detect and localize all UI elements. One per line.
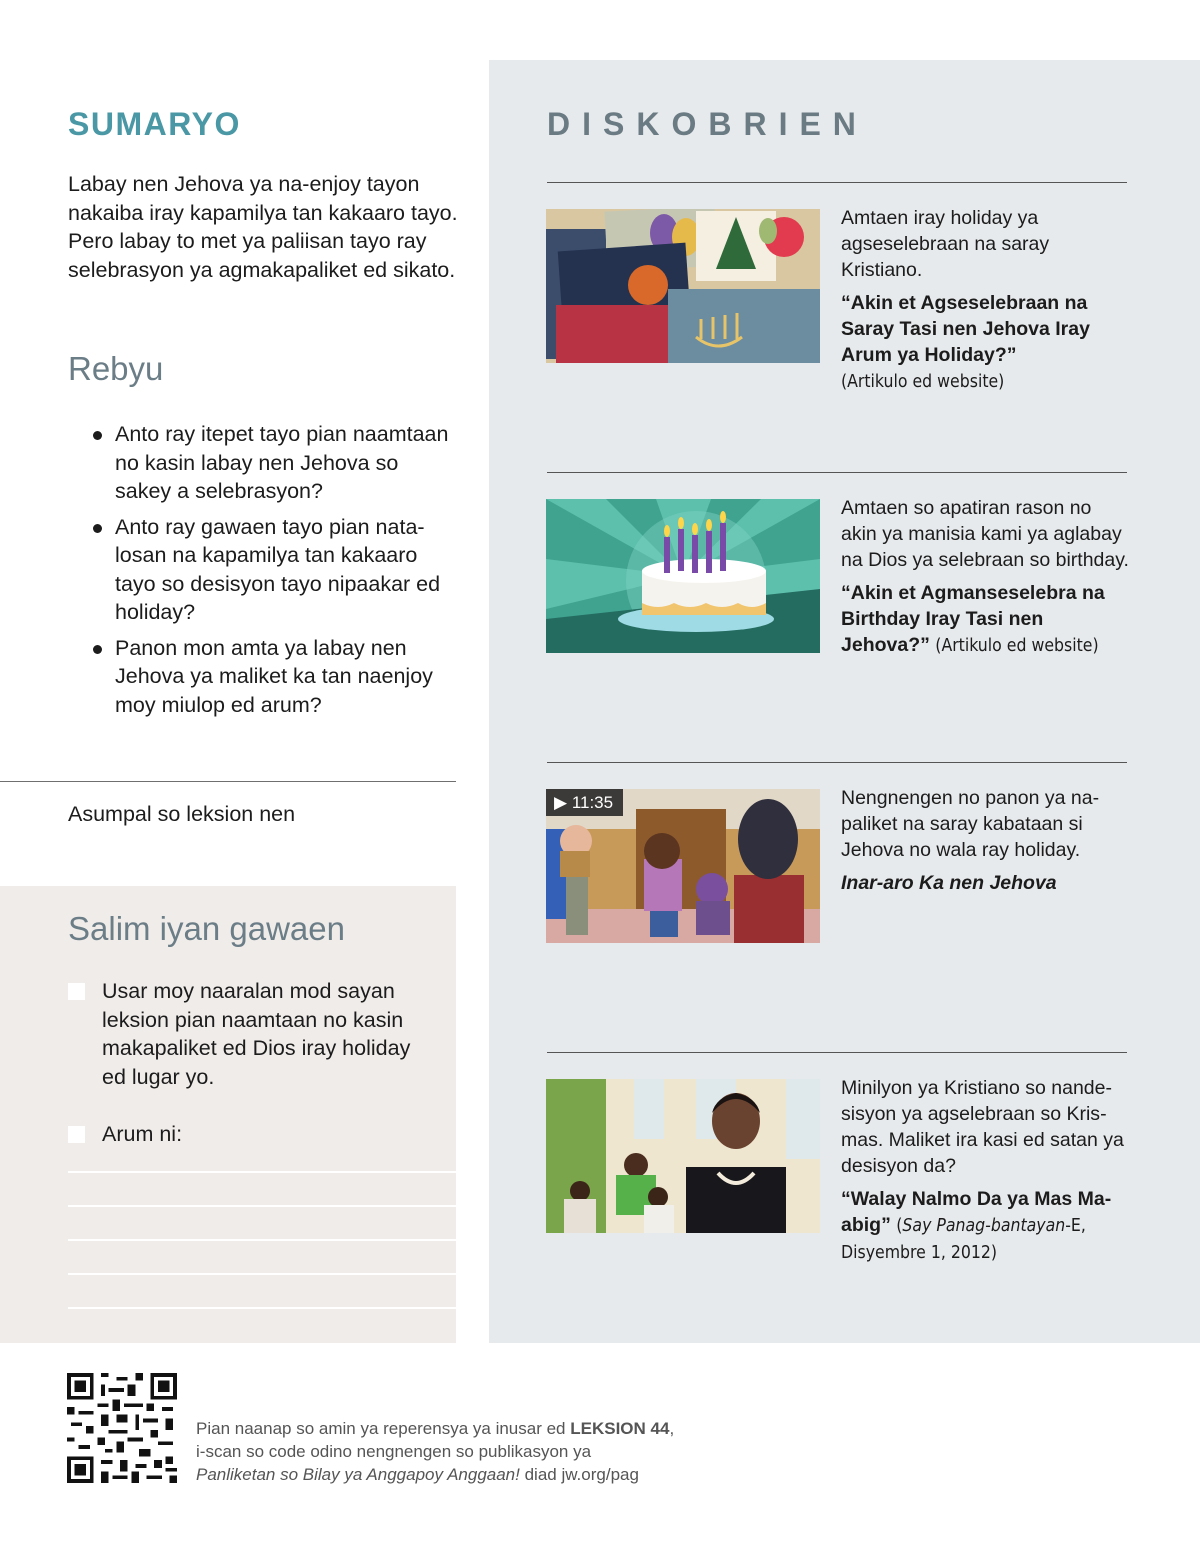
video-thumbnail[interactable] [546,789,820,943]
divider [547,762,1127,763]
discover-item [841,205,1131,395]
bullet-icon [93,431,102,440]
todo-title: Salim iyan gawaen [68,910,345,947]
writing-line[interactable] [68,1171,456,1173]
discover-item [841,785,1131,896]
birthday-cake-image[interactable] [546,499,820,653]
qr-code-icon[interactable] [67,1373,177,1483]
completion-note: Asumpal so leksion nen [68,802,296,826]
article-link[interactable]: “Walay Nalmo Da ya Mas Maabig” (Say Panag-bantayan-E, Disyembre 1, 2012) [841,1188,1112,1263]
bullet-icon [93,645,102,654]
article-link[interactable]: “Akin et Agseselebraan na Saray Tasi nen Jehova Iray Arum ya Holiday?” (Artikulo ed website) [841,292,1090,392]
video-link[interactable]: Inar-aro Ka nen Jehova [841,872,1057,894]
checkbox-icon[interactable] [68,1126,85,1143]
todo-item-label: Usar moy naaralan mod sayan leksion pian naamtaan no kasin makapaliket ed Dios iray holiday ed lugar yo. [102,979,411,1089]
divider [0,781,456,782]
review-item: Anto ray itepet tayo pian naamtaan no kasin labay nen Jehova so sakey a selebrasyon? [88,420,458,506]
summary-text: Labay nen Jehova ya na-enjoy tayon nakaiba iray kapamilya tan kakaaro tayo. Pero labay to met ya paliisan tayo ray selebrasyon ya agmakapaliket ed sikato. [68,172,458,282]
play-icon: ▶ [554,793,568,812]
todo-item[interactable] [68,1120,438,1149]
bullet-icon [93,524,102,533]
discover-item-description: Minilyon ya Kristiano so nandesisyon ya agselebraan so Krismas. Maliket ira kasi ed satan ya desisyon da? [841,1077,1124,1177]
article-source: (Artikulo ed website) [935,636,1099,656]
writing-line[interactable] [68,1307,456,1309]
review-item: Anto ray gawaen tayo pian natalosan na kapamilya tan kakaaro tayo so desisyon tayo nipaakar ed holiday? [88,513,458,627]
todo-item[interactable] [68,977,438,1091]
article-source: (Say Panag-bantayan-E, Disyembre 1, 2012) [841,1216,1086,1263]
discover-item [841,495,1131,659]
footer-note: Pian naanap so amin ya reperensya ya inusar ed LEKSION 44, i-scan so code odino nengnengen so publikasyon ya Panliketan so Bilay ya Anggapoy Anggaan! diad jw.org/pag [196,1419,675,1484]
discover-item [841,1075,1131,1266]
review-item: Panon mon amta ya labay nen Jehova ya maliket ka tan naenjoy moy miulop ed arum? [88,634,458,720]
discover-item-description: Amtaen so apatiran rason no akin ya manisia kami ya aglabay na Dios ya selebraan so birthday. [841,497,1129,571]
video-duration: ▶ 11:35 [546,789,623,816]
discover-item-description: Amtaen iray holiday ya agseselebraan na saray Kristiano. [841,207,1050,281]
divider [547,472,1127,473]
article-link[interactable]: “Akin et Agmanseselebra na Birthday Iray Tasi nen Jehova?” (Artikulo ed website) [841,582,1105,656]
discover-item-description: Nengnengen no panon ya napaliket na saray kabataan si Jehova no wala ray holiday. [841,787,1100,861]
christian-woman-image[interactable] [546,1079,820,1233]
todo-item-label: Arum ni: [102,1122,183,1146]
divider [547,1052,1127,1053]
article-source: (Artikulo ed website) [841,372,1005,392]
divider [547,182,1127,183]
review-title: Rebyu [68,350,164,387]
summary-title: SUMARYO [68,106,241,142]
holiday-collage-image[interactable] [546,209,820,363]
checkbox-icon[interactable] [68,983,85,1000]
discover-title: DISKOBRIEN [547,106,868,142]
writing-line[interactable] [68,1239,456,1241]
writing-line[interactable] [68,1273,456,1275]
writing-line[interactable] [68,1205,456,1207]
review-list [88,420,458,726]
